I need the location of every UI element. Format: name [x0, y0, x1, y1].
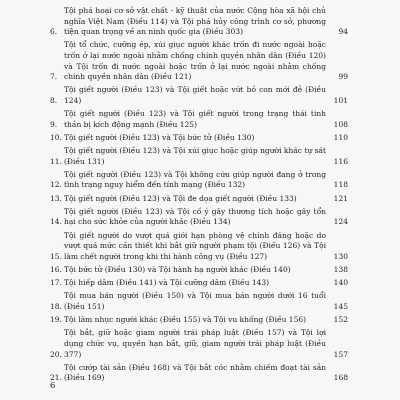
toc-entry-title: Tội bức tử (Điều 130) và Tội hành hạ người khác (Điều 140) [64, 265, 291, 274]
toc-entry-title: Tội giết người (Điều 123) và Tội bức tử (Điều 130) [64, 132, 255, 142]
toc-entry-number: 18. [50, 301, 62, 311]
toc-entry-title: Tội giết người (Điều 123) và Tội xúi giục hoặc giúp người khác tự sát (Điều 131) [64, 146, 326, 166]
toc-entry-page: 130 [333, 251, 348, 261]
toc-entry [50, 6, 348, 38]
toc-entry-page: 145 [333, 301, 348, 311]
toc-entry-page: 138 [333, 265, 348, 274]
toc-entry [50, 207, 348, 228]
toc-entry-title: Tội làm nhục người khác (Điều 155) và Tội vu khống (Điều 156) [64, 315, 307, 325]
toc-entry [50, 194, 348, 205]
toc-entry [50, 278, 348, 289]
toc-entry [50, 315, 348, 326]
toc-entry-number: 16. [50, 265, 62, 274]
toc-entry-page: 157 [333, 349, 348, 359]
toc-entry-number: 21. [50, 373, 62, 383]
toc-entry-page: 116 [333, 156, 348, 166]
toc-entry-page: 124 [333, 217, 348, 227]
table-of-contents [50, 6, 348, 387]
toc-entry [50, 85, 348, 106]
toc-entry-number: 10. [50, 132, 62, 142]
toc-entry-title: Tội giết người (Điều 123) và Tội giết người trong trạng thái tinh thần bị kích động mạnh (Điều 125) [64, 109, 326, 129]
toc-entry-title: Tội cướp tài sản (Điều 168) và Tội bắt cóc nhằm chiếm đoạt tài sản (Điều 169) [64, 362, 326, 383]
toc-entry-page: 140 [333, 278, 348, 288]
toc-entry-title: Tội bắt, giữ hoặc giam người trái pháp luật (Điều 157) và Tội lợi dụng chức vụ, quyền hạn bắt, giữ, giam người trái pháp luật (Điều 377) [64, 328, 326, 359]
toc-entry-number: 17. [50, 278, 62, 288]
toc-entry-number: 7. [50, 72, 58, 82]
toc-entry-number: 11. [50, 156, 62, 166]
toc-entry-title: Tội giết người (Điều 123) và Tội cố ý gây thương tích hoặc gây tổn hại cho sức khỏe của người khác (Điều 134) [64, 206, 326, 227]
toc-entry [50, 133, 348, 144]
toc-entry-number: 9. [50, 119, 58, 129]
toc-entry-page: 94 [338, 27, 348, 37]
toc-entry-title: Tội giết người (Điều 123) và Tội giết hoặc vứt bỏ con mới đẻ (Điều 124) [64, 85, 326, 105]
toc-entry [50, 40, 348, 82]
toc-entry-number: 19. [50, 315, 62, 325]
toc-entry-page: 121 [333, 193, 348, 203]
toc-entry-page: 152 [333, 315, 348, 325]
toc-entry-title: Tội giết người do vượt quá giới hạn phòng vệ chính đáng hoặc do vượt quá mức cần thiết khi bắt giữ người phạm tội (Điều 126) và Tội làm chết người trong khi thi hành công vụ (Điều 127) [64, 230, 326, 261]
toc-entry-number: 12. [50, 180, 62, 190]
toc-entry-title: Tội phá hoại cơ sở vật chất - kỹ thuật của nước Cộng hòa xã hội chủ nghĩa Việt Nam (Điều 114) và Tội phá hủy công trình cơ sở, phương tiện quan trọng về an ninh quốc gia (Điều 303) [64, 6, 326, 37]
toc-entry-title: Tội mua bán người (Điều 150) và Tội mua bán người dưới 16 tuổi (Điều 151) [64, 291, 326, 311]
toc-entry-title: Tội giết người (Điều 123) và Tội đe dọa giết người (Điều 133) [64, 193, 297, 203]
toc-entry-title: Tội hiếp dâm (Điều 141) và Tội cưỡng dâm (Điều 143) [64, 278, 270, 288]
toc-entry-page: 118 [333, 180, 348, 190]
toc-entry-page: 108 [333, 119, 348, 129]
toc-entry [50, 109, 348, 130]
toc-entry [50, 328, 348, 360]
toc-entry-title: Tội tổ chức, cưỡng ép, xúi giục người khác trốn đi nước ngoài hoặc trốn ở lại nước ngoài nhằm chống chính quyền nhân dân (Điều 120) và Tội trốn đi nước ngoài hoặc trốn ở lại nước ngoài nhằm chống chính quyền nhân dân (Điều 121) [64, 40, 326, 82]
toc-entry-number: 13. [50, 193, 62, 203]
toc-entry-number: 20. [50, 349, 62, 359]
toc-entry-page: 101 [333, 95, 348, 105]
toc-entry [50, 265, 348, 276]
toc-entry [50, 146, 348, 167]
toc-entry-page: 99 [338, 72, 348, 82]
toc-entry-page: 110 [333, 132, 348, 142]
toc-entry-number: 15. [50, 251, 62, 261]
toc-entry-page: 168 [333, 373, 348, 383]
toc-entry [50, 170, 348, 191]
toc-entry-number: 8. [50, 95, 58, 105]
page-footer-number: 6 [50, 381, 56, 391]
toc-entry [50, 231, 348, 263]
toc-entry [50, 363, 348, 384]
toc-entry-number: 14. [50, 217, 62, 227]
toc-entry [50, 291, 348, 312]
toc-entry-title: Tội giết người (Điều 123) và Tội không cứu giúp người đang ở trong tình trạng nguy hiểm đến tính mạng (Điều 132) [64, 169, 326, 190]
toc-entry-number: 6. [50, 27, 58, 37]
